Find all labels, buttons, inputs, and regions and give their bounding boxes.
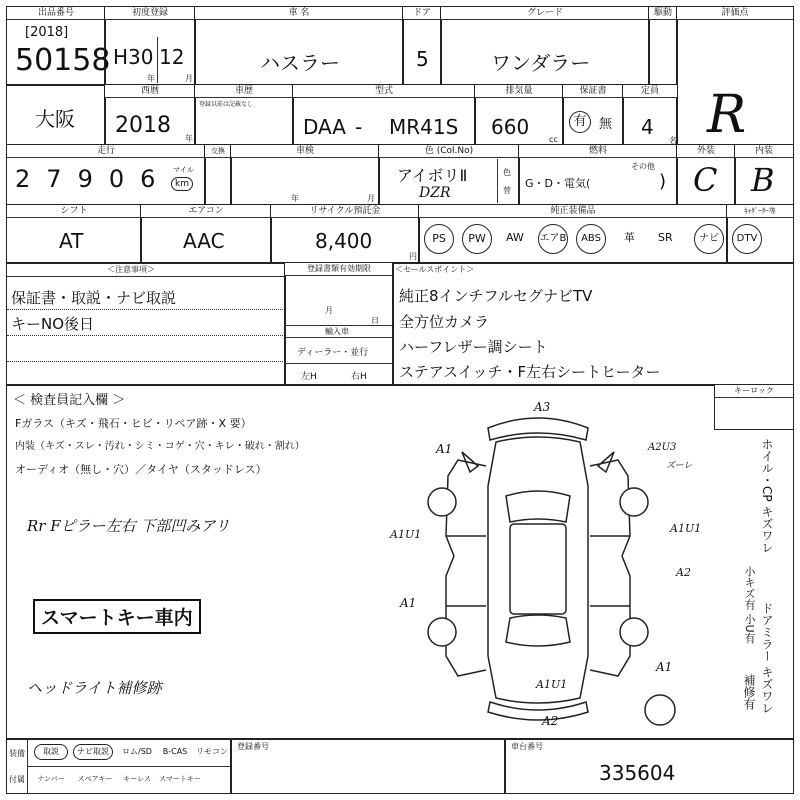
year-unit: 年	[147, 74, 155, 83]
chassis-cell	[504, 738, 794, 794]
paint-label-1: 色	[503, 168, 511, 177]
divider	[7, 361, 285, 362]
meter-change-cell	[204, 144, 232, 206]
car-name-cell	[194, 6, 404, 86]
mileage-digit: 6	[140, 165, 172, 193]
rear-window	[506, 615, 570, 646]
divider	[285, 363, 393, 364]
capacity-header: 定員	[623, 85, 677, 98]
chassis-number: 335604	[599, 761, 676, 785]
warranty-header: 保証書	[563, 85, 623, 98]
fuel-cell	[518, 144, 678, 206]
meter-change-header: 交換	[205, 145, 231, 158]
body-outline	[488, 437, 588, 703]
car-name: ハスラー	[260, 51, 340, 75]
lot-number: 50158	[15, 43, 111, 78]
reg-expiry-header: 登録書類有効期限	[285, 263, 393, 276]
mileage-digit: 2	[15, 165, 47, 193]
aircon-cell	[140, 204, 272, 264]
mileage-header: 走行	[7, 145, 205, 158]
equip-pw: PW	[462, 224, 492, 254]
import-dealer: ディーラー・並行	[297, 348, 369, 358]
color-header: 色 (Col.No)	[379, 145, 519, 158]
dmg-label: A1U1	[670, 522, 702, 535]
fuel-close: )	[659, 171, 667, 192]
drive-header: 駆動	[649, 7, 677, 20]
dmg-label: A1	[656, 660, 673, 674]
warranty-no: 無	[599, 117, 613, 132]
row-label: 付属	[9, 775, 25, 784]
exterior-header: 外装	[677, 145, 735, 158]
dmg-label: A1U1	[536, 678, 568, 691]
seireki-unit: 年	[185, 134, 193, 143]
mileage-mile: マイル	[173, 166, 194, 174]
grade-cell	[440, 6, 650, 86]
inspection-month-unit: 月	[367, 194, 375, 203]
legend-repair: 補修有	[742, 674, 756, 710]
displacement-value: 660	[491, 115, 530, 139]
score-value: R	[707, 85, 747, 145]
equip-sunroof: SR	[658, 231, 673, 244]
dmg-label: A2	[542, 714, 559, 728]
color-code: DZR	[419, 185, 451, 201]
inspection-cell	[230, 144, 380, 206]
recycle-value: 8,400	[315, 229, 373, 253]
spare-wheel	[642, 692, 678, 728]
sales-point: ハーフレザー調シート	[399, 338, 548, 356]
mileage-cell	[6, 144, 206, 206]
caution-header: ＜注意事項＞	[107, 265, 155, 274]
legend-small: 小キズ有 小U有	[743, 566, 756, 644]
first-reg-month: 12	[159, 45, 185, 69]
capacity-unit: 名	[669, 136, 677, 145]
lot-year: [2018]	[25, 25, 69, 40]
interior-cell	[734, 144, 794, 206]
seireki-cell	[104, 84, 196, 146]
capacity-value: 4	[641, 115, 654, 139]
katashiki-header: 型式	[293, 85, 475, 98]
shareki-cell	[194, 84, 294, 146]
first-registration-cell	[104, 6, 196, 86]
dmg-label: A1	[436, 442, 453, 456]
recycle-cell	[270, 204, 420, 264]
katashiki-model: MR41S	[389, 115, 459, 139]
equip-ps: PS	[424, 224, 454, 254]
reg-number-header: 登録番号	[237, 742, 269, 751]
legend-wheel: ホイル・CP キズワレ	[760, 438, 774, 554]
mileage-digits	[15, 165, 171, 193]
displacement-header: 排気量	[475, 85, 563, 98]
dmg-label: A1U1	[390, 528, 422, 541]
dmg-label: A3	[534, 400, 551, 414]
handwritten-note: Rr Fピラー左右 下部凹みアリ	[27, 517, 230, 535]
door-cell	[402, 6, 442, 86]
drive-cell	[648, 6, 678, 86]
equip-navi: ナビ	[694, 224, 724, 254]
wheel-fr	[620, 488, 648, 516]
displacement-unit: cc	[549, 135, 558, 144]
shift-header: シフト	[7, 205, 141, 218]
auction-sheet	[6, 6, 794, 794]
mileage-digit: 7	[46, 165, 78, 193]
divider	[7, 276, 285, 277]
dmg-label: ズーレ	[666, 461, 693, 471]
sales-point-header: ＜セールスポイント＞	[395, 265, 475, 274]
mileage-digit: 0	[108, 165, 141, 193]
acc-smart-key: スマートキー	[159, 775, 201, 783]
key-lock-cell	[714, 384, 794, 430]
car-name-header: 車 名	[195, 7, 403, 20]
fuel-header: 燃料	[519, 145, 677, 158]
equip-airbag: エアB	[538, 224, 568, 254]
fuel-options: G・D・電気(	[525, 177, 591, 190]
equip-dtv: DTV	[732, 224, 762, 254]
inspector-line: Fガラス（キズ・飛石・ヒビ・リペア跡・X 要）	[15, 417, 252, 430]
door-count: 5	[416, 47, 429, 71]
roof	[510, 524, 566, 614]
exterior-cell	[676, 144, 736, 206]
paint-label-2: 替	[503, 186, 511, 195]
mileage-digit: 9	[77, 165, 109, 193]
inspection-year-unit: 年	[291, 194, 299, 203]
equip-leather: 革	[624, 231, 635, 244]
handwritten-note: ヘッドライト補修跡	[27, 679, 162, 697]
score-header: 評価点	[677, 7, 793, 20]
dmg-label: A2	[676, 566, 691, 579]
warranty-yes: 有	[569, 111, 591, 133]
reg-number-cell	[230, 738, 506, 794]
rear-bumper	[488, 702, 588, 720]
sales-point: ステアスイッチ・F左右シートヒーター	[399, 363, 661, 381]
color-cell	[378, 144, 520, 206]
color-name: アイボリⅡ	[397, 166, 468, 185]
acc-bcas: B-CAS	[162, 747, 188, 756]
equip-aw: AW	[506, 231, 524, 244]
wheel-rr	[620, 618, 648, 646]
shareki-note: 登録以前は記載なし	[199, 101, 254, 108]
first-reg-era: H30	[113, 45, 154, 69]
katashiki-dash: -	[355, 115, 363, 139]
acc-spare-key: スペアキー	[77, 775, 113, 783]
mileage-km: km	[171, 177, 193, 191]
divider	[157, 37, 158, 83]
recycle-header: リサイクル預託金	[271, 205, 419, 218]
exterior-grade: C	[693, 161, 718, 199]
divider	[285, 337, 393, 338]
warranty-cell	[562, 84, 624, 146]
fuel-other: その他	[631, 162, 655, 171]
interior-grade: B	[751, 161, 775, 199]
reg-month: 月	[325, 306, 333, 315]
equip-abs: ABS	[576, 224, 606, 254]
shareki-header: 車歴	[195, 85, 293, 98]
chassis-header: 車台番号	[511, 742, 543, 751]
interior-header: 内装	[735, 145, 793, 158]
divider	[27, 766, 231, 767]
row-label: 装備	[9, 749, 25, 758]
divider	[7, 335, 285, 336]
katashiki-prefix: DAA	[303, 115, 346, 139]
inspector-area	[6, 384, 794, 740]
capacity-cell	[622, 84, 678, 146]
caution-cell	[6, 262, 286, 386]
acc-manual: 取説	[34, 744, 68, 760]
grade: ワンダラー	[491, 51, 591, 75]
sales-point-cell	[392, 262, 794, 386]
acc-keyless: キーレス	[123, 775, 151, 783]
grade-header: グレード	[441, 7, 649, 20]
seireki-value: 2018	[115, 113, 171, 138]
equipment-header: 純正装備品	[419, 205, 727, 218]
inspector-line: 内装（キズ・スレ・汚れ・シミ・コゲ・穴・キレ・破れ・割れ）	[15, 441, 305, 452]
catalyst-header: ｷｬﾀﾞｰﾀｰ等	[727, 205, 793, 218]
door-header: ドア	[403, 7, 441, 20]
inspection-header: 車検	[231, 145, 379, 158]
seireki-header: 西暦	[105, 85, 195, 98]
reg-day: 日	[371, 316, 379, 325]
import-header: 輸入車	[325, 327, 349, 336]
shift-value: AT	[59, 229, 84, 253]
acc-remote: リモコン	[196, 747, 228, 756]
displacement-cell	[474, 84, 564, 146]
inspector-line: オーディオ（無し・穴）／タイヤ（スタッドレス）	[15, 463, 267, 476]
sales-point: 全方位カメラ	[399, 313, 490, 331]
sales-point: 純正8インチフルセグナビTV	[399, 287, 593, 305]
divider	[7, 309, 285, 310]
accessories-cell	[6, 738, 232, 794]
legend-mirror: ドアミラー キズワレ	[760, 602, 774, 714]
dmg-label: A1	[400, 596, 417, 610]
acc-navi-manual: ナビ取説	[73, 744, 113, 760]
katashiki-cell	[292, 84, 476, 146]
dmg-label: A2U3	[648, 442, 677, 453]
month-unit: 月	[185, 74, 193, 83]
caution-line: 保証書・取説・ナビ取説	[11, 289, 177, 307]
lot-number-header: 出品番号	[7, 7, 105, 20]
shift-cell	[6, 204, 142, 264]
inspector-header: ＜ 検査員記入欄 ＞	[13, 393, 126, 408]
wheel-fl	[428, 488, 456, 516]
aircon-header: エアコン	[141, 205, 271, 218]
lot-number-cell	[6, 6, 111, 86]
caution-line: キーNO後日	[11, 315, 95, 333]
region: 大阪	[35, 107, 75, 131]
import-left: 左H	[301, 372, 317, 382]
key-lock-header: キーロック	[715, 385, 793, 398]
acc-rom: ロム/SD	[122, 747, 152, 756]
recycle-unit: 円	[409, 252, 417, 261]
region-cell	[6, 84, 106, 146]
first-registration-header: 初度登録	[105, 7, 195, 20]
aircon-value: AAC	[183, 229, 225, 253]
handwritten-note: スマートキー車内	[33, 599, 201, 634]
divider	[497, 159, 498, 203]
acc-plate: ナンバー	[37, 775, 65, 783]
score-cell	[676, 6, 794, 146]
import-right: 右H	[351, 372, 367, 382]
registration-cell	[284, 262, 394, 386]
wheel-rl	[428, 618, 456, 646]
windshield	[506, 491, 570, 522]
